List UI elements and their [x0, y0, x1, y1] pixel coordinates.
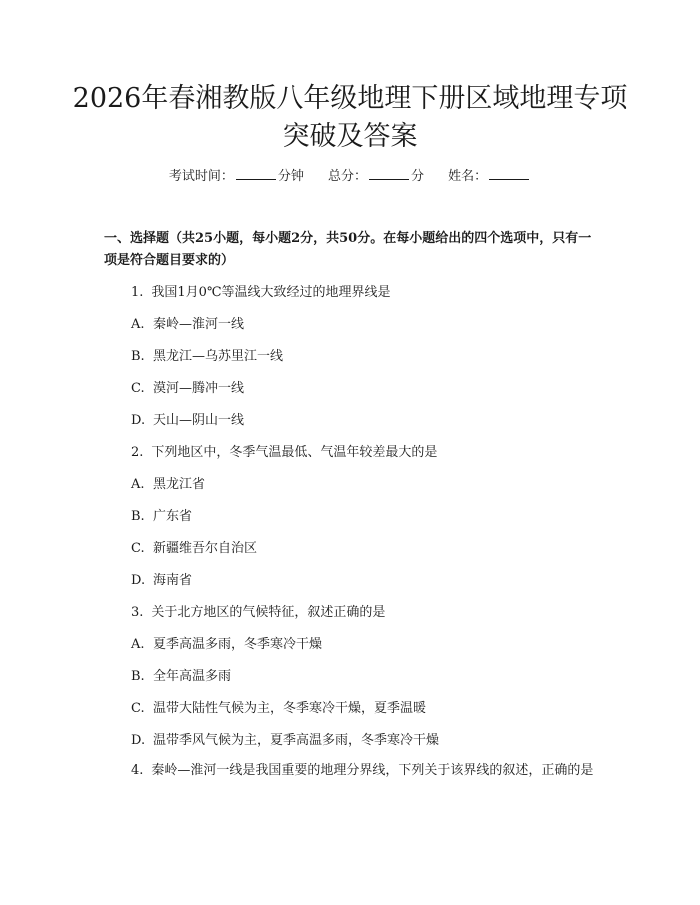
section-heading: 一、选择题（共25小题，每小题2分，共50分。在每小题给出的四个选项中，只有一项是符合题目要求的）	[104, 231, 592, 268]
option-letter: C.	[131, 541, 145, 556]
option-letter: A.	[131, 477, 145, 492]
score-unit: 分	[411, 169, 425, 184]
option-letter: A.	[131, 637, 145, 652]
question-1	[131, 282, 601, 304]
option-text: 黑龙江—乌苏里江一线	[153, 349, 284, 364]
option-text: 海南省	[153, 573, 193, 588]
option-letter: A.	[131, 317, 145, 332]
time-unit: 分钟	[277, 169, 304, 184]
question-number: 2.	[131, 445, 144, 460]
option-text: 新疆维吾尔自治区	[153, 541, 258, 556]
exam-time	[169, 169, 308, 184]
option-letter: B.	[131, 349, 145, 364]
q1-option-b	[131, 346, 601, 368]
q3-option-c	[131, 698, 601, 720]
option-text: 天山—阴山一线	[153, 413, 245, 428]
name-label: 姓名：	[448, 169, 488, 184]
option-letter: B.	[131, 509, 145, 524]
option-letter: D.	[131, 573, 146, 588]
exam-score	[328, 169, 428, 184]
option-text: 秦岭—淮河一线	[153, 317, 245, 332]
option-letter: D.	[131, 413, 146, 428]
q3-option-d	[131, 730, 601, 752]
time-label: 考试时间：	[168, 169, 234, 184]
exam-meta	[0, 166, 700, 188]
question-stem: 下列地区中，冬季气温最低、气温年较差最大的是	[151, 445, 438, 460]
option-text: 黑龙江省	[153, 477, 206, 492]
option-text: 漠河—腾冲一线	[153, 381, 245, 396]
option-text: 全年高温多雨	[153, 669, 232, 684]
option-letter: B.	[131, 669, 145, 684]
question-2	[131, 442, 601, 464]
q1-option-d	[131, 410, 601, 432]
q2-option-c	[131, 538, 601, 560]
option-text: 温带大陆性气候为主，冬季寒冷干燥，夏季温暖	[153, 701, 427, 716]
document-title: 2026年春湘教版八年级地理下册区域地理专项突破及答案	[72, 83, 628, 152]
score-blank	[369, 167, 409, 180]
q1-option-a	[131, 314, 601, 336]
option-text: 夏季高温多雨，冬季寒冷干燥	[153, 637, 323, 652]
exam-name	[448, 169, 531, 184]
q3-option-a	[131, 634, 601, 656]
question-number: 4.	[131, 763, 144, 778]
question-number: 3.	[131, 605, 144, 620]
question-3	[131, 602, 601, 624]
option-letter: C.	[131, 701, 145, 716]
time-blank	[236, 167, 276, 180]
q3-option-b	[131, 666, 601, 688]
question-stem: 我国1月0℃等温线大致经过的地理界线是	[151, 285, 391, 300]
q2-option-b	[131, 506, 601, 528]
question-stem: 秦岭—淮河一线是我国重要的地理分界线，下列关于该界线的叙述，正确的是	[151, 763, 594, 778]
question-number: 1.	[131, 285, 144, 300]
q1-option-c	[131, 378, 601, 400]
question-stem: 关于北方地区的气候特征，叙述正确的是	[151, 605, 386, 620]
option-text: 广东省	[153, 509, 193, 524]
option-letter: D.	[131, 733, 146, 748]
q2-option-a	[131, 474, 601, 496]
option-text: 温带季风气候为主，夏季高温多雨，冬季寒冷干燥	[153, 733, 440, 748]
name-blank	[489, 167, 529, 180]
q2-option-d	[131, 570, 601, 592]
score-label: 总分：	[327, 169, 367, 184]
question-4	[104, 758, 600, 784]
option-letter: C.	[131, 381, 145, 396]
